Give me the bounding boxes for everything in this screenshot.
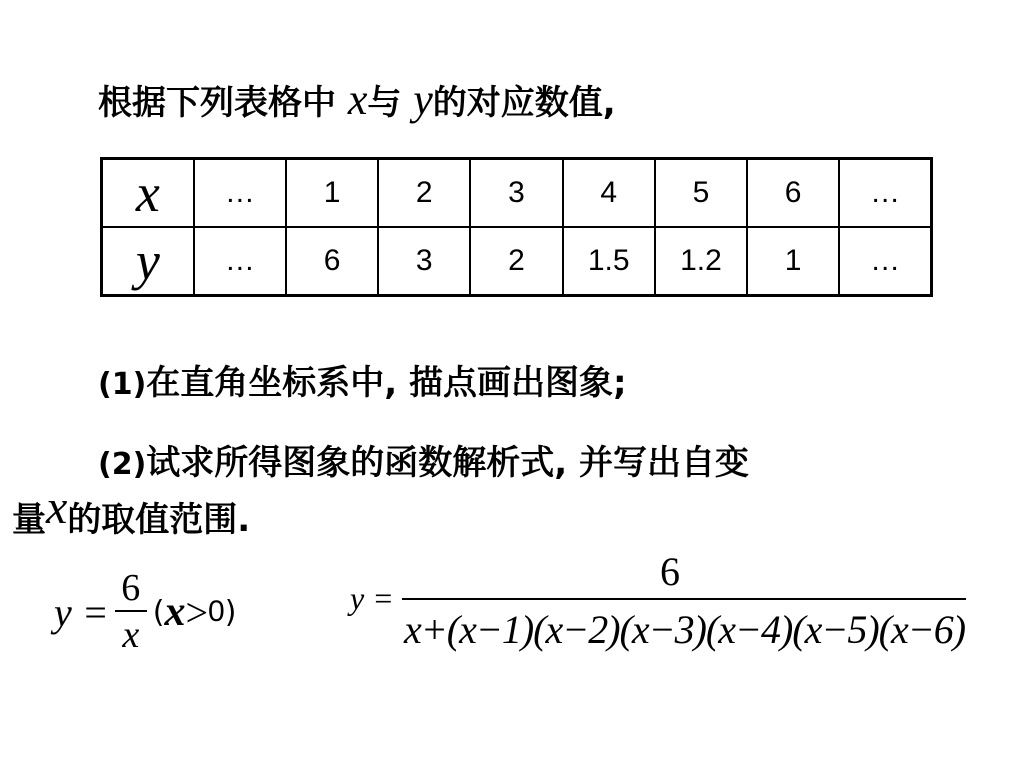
table-cell: 3 <box>378 227 470 296</box>
formula-2-lhs: y = <box>350 580 394 616</box>
intro-var-x: x <box>347 75 368 124</box>
table-cell: 6 <box>747 159 839 228</box>
table-cell: 2 <box>378 159 470 228</box>
formula-1-close-paren: ) <box>224 594 237 630</box>
value-table <box>100 157 933 297</box>
formula-1-lhs: y = <box>54 589 109 635</box>
table-head-x: x <box>102 159 194 228</box>
formula-1-fraction <box>115 566 147 658</box>
formula-1-numerator: 6 <box>121 567 141 609</box>
table-row-y <box>102 227 932 296</box>
formula-1-cond-value: 0 <box>208 595 225 628</box>
table-cell: 1.5 <box>563 227 655 296</box>
formula-1-open-paren: ( <box>152 594 165 630</box>
formula-1-cond-op: > <box>185 589 209 635</box>
table-row-x <box>102 159 932 228</box>
question-2-text-after: 的取值范围. <box>67 500 251 540</box>
intro-text-before: 根据下列表格中 <box>98 83 348 123</box>
table-cell: … <box>194 227 286 296</box>
table-cell: 4 <box>563 159 655 228</box>
table-cell: 1 <box>747 227 839 296</box>
question-2-number: (2) <box>98 447 147 482</box>
formula-1-denominator: x <box>122 614 140 656</box>
table-cell: 3 <box>470 159 562 228</box>
question-2-text-line-1: 试求所得图象的函数解析式, 并写出自变 <box>146 443 750 483</box>
formula-2-fraction-bar <box>402 598 966 600</box>
formula-2-numerator: 6 <box>660 549 680 594</box>
question-1 <box>98 358 627 410</box>
intro-text <box>98 72 616 131</box>
table-cell: 1.2 <box>655 227 747 296</box>
question-1-number: (1) <box>98 367 147 402</box>
table-cell: 6 <box>286 227 378 296</box>
table-cell: 2 <box>470 227 562 296</box>
table-cell: … <box>839 159 931 228</box>
question-2-text-before: 量 <box>12 500 46 540</box>
formula-1 <box>54 562 236 662</box>
intro-text-mid: 与 <box>367 83 414 123</box>
intro-var-y: y <box>413 75 433 124</box>
question-2-line-1 <box>98 438 749 490</box>
formula-1-cond-var: x <box>164 589 186 635</box>
table-cell: … <box>194 159 286 228</box>
table-cell: … <box>839 227 931 296</box>
question-1-text: 在直角坐标系中, 描点画出图象; <box>146 363 627 403</box>
formula-2-denominator: x+(x−1)(x−2)(x−3)(x−4)(x−5)(x−6) <box>404 607 966 652</box>
table-head-y: y <box>102 227 194 296</box>
table-cell: 5 <box>655 159 747 228</box>
question-2-var-x: x <box>46 481 68 534</box>
question-2-line-2 <box>12 481 251 548</box>
table-cell: 1 <box>286 159 378 228</box>
intro-text-after: 的对应数值, <box>432 83 616 123</box>
